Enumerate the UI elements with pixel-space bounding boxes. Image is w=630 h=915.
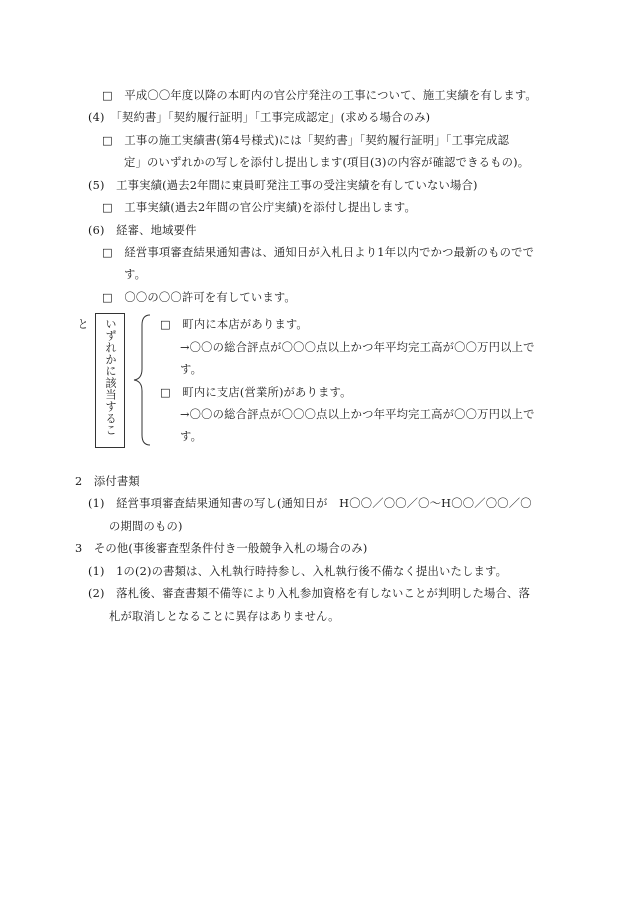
item-4-heading: (4) 「契約書」「契約履行証明」「工事完成認定」(求める場合のみ) [88, 111, 431, 124]
checkbox-line-attach-contract: □ 工事の施工実績書(第4号様式)には「契約書」「契約履行証明」「工事完成認 [102, 134, 510, 147]
section-3-item-2: (2) 落札後、審査書類不備等により入札参加資格を有しないことが判明した場合、落 [88, 587, 530, 600]
option-branch-office-condition-cont: す。 [180, 430, 203, 443]
section-3-heading: 3 その他(事後審査型条件付き一般競争入札の場合のみ) [75, 542, 368, 555]
checkbox-line-construction-record: □ 平成〇〇年度以降の本町内の官公庁発注の工事について、施工実績を有します。 [102, 89, 537, 102]
vertical-label: いずれかに該当すること [76, 318, 117, 436]
checkbox-line-review-notice: □ 経営事項審査結果通知書は、通知日が入札日より1年以内でかつ最新のものでで [102, 246, 535, 259]
section-3-item-2-cont: 札が取消しとなることに異存はありません。 [109, 610, 340, 623]
item-5-heading: (5) 工事実績(過去2年間に東員町発注工事の受注実績を有していない場合) [88, 179, 478, 192]
section-2-heading: 2 添付書類 [75, 475, 140, 488]
section-2-item-1-cont: の期間のもの) [109, 520, 183, 533]
section-2-item-1: (1) 経営事項審査結果通知書の写し(通知日が H〇〇／〇〇／〇〜H〇〇／〇〇／〇 [88, 497, 532, 510]
item-6-heading: (6) 経審、地域要件 [88, 224, 197, 237]
section-3-item-1: (1) 1の(2)の書類は、入札執行時持参し、入札執行後不備なく提出いたします。 [88, 565, 508, 578]
option-head-office: □ 町内に本店があります。 [160, 318, 308, 331]
option-branch-office-condition: →〇〇の総合評点が〇〇〇点以上かつ年平均完工高が〇〇万円以上で [180, 408, 535, 421]
checkbox-line-permit: □ 〇〇の〇〇許可を有しています。 [102, 291, 296, 304]
option-head-office-condition-cont: す。 [180, 363, 203, 376]
option-head-office-condition: →〇〇の総合評点が〇〇〇点以上かつ年平均完工高が〇〇万円以上で [180, 341, 535, 354]
option-branch-office: □ 町内に支店(営業所)があります。 [160, 386, 352, 399]
checkbox-line-past-record: □ 工事実績(過去2年間の官公庁実績)を添付し提出します。 [102, 201, 416, 214]
vertical-label-box [76, 313, 125, 448]
curly-brace-icon [130, 313, 152, 448]
checkbox-line-attach-contract-cont: 定」のいずれかの写しを添付し提出します(項目(3)の内容が確認できるもの)。 [124, 156, 530, 169]
checkbox-line-review-notice-cont: す。 [124, 268, 147, 281]
